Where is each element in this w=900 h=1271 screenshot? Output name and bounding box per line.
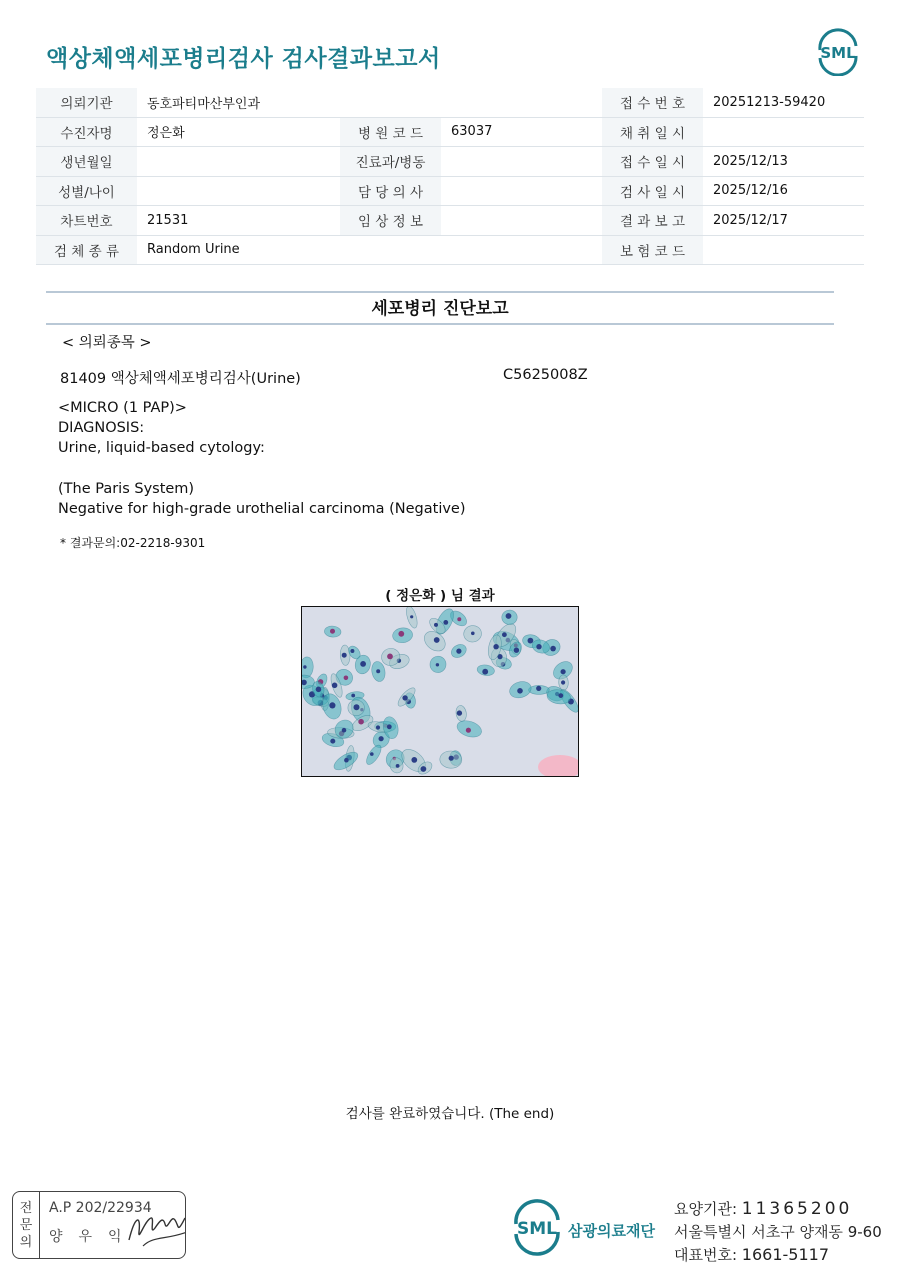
cell-nucleus — [561, 680, 565, 684]
test-code-name: 81409 액상체액세포병리검사(Urine) — [60, 371, 301, 387]
cell-nucleus — [536, 686, 541, 691]
cell-nucleus — [370, 752, 374, 756]
end-message: 검사를 완료하였습니다. (The end) — [345, 1106, 555, 1122]
cell-nucleus — [471, 632, 475, 636]
cell-nucleus — [434, 637, 440, 643]
info-value — [441, 176, 602, 206]
info-row — [36, 206, 864, 236]
cell-nucleus — [443, 620, 448, 625]
info-value: 2025/12/13 — [703, 147, 864, 177]
info-label: 담 당 의 사 — [340, 176, 441, 206]
cell-nucleus — [351, 694, 355, 698]
cell-nucleus — [456, 649, 461, 654]
info-label: 검 사 일 시 — [602, 176, 703, 206]
paris-system-line: (The Paris System) — [58, 481, 195, 497]
info-label: 진료과/병동 — [340, 147, 441, 177]
info-value: 63037 — [441, 117, 602, 147]
cell-nucleus — [332, 683, 338, 689]
stamp-side-char: 문 — [19, 1217, 33, 1233]
info-value: Random Urine — [137, 235, 340, 265]
info-label: 생년월일 — [36, 147, 137, 177]
section-bottom-line — [46, 323, 834, 325]
info-value — [441, 147, 602, 177]
cell-nucleus — [387, 654, 393, 660]
cell-nucleus — [421, 766, 427, 772]
cell-nucleus — [561, 669, 566, 674]
info-value — [703, 235, 864, 265]
info-value: 동호파티마산부인과 — [137, 88, 340, 117]
cell-nucleus — [350, 649, 354, 653]
cell-nucleus — [436, 663, 439, 666]
section-title: 세포병리 진단보고 — [371, 299, 509, 319]
insurance-code: C5625008Z — [503, 367, 588, 383]
cell-nucleus — [354, 704, 360, 710]
inquiry-phone: * 결과문의:02-2218-9301 — [60, 536, 206, 550]
info-value — [137, 147, 340, 177]
cell-nucleus — [330, 739, 335, 744]
facility-code — [674, 1198, 852, 1219]
cell-nucleus — [536, 644, 541, 649]
info-label: 임 상 정 보 — [340, 206, 441, 236]
patient-info-table — [36, 88, 864, 265]
cell-nucleus — [330, 629, 335, 634]
cell-nucleus — [342, 653, 347, 658]
info-label: 성별/나이 — [36, 176, 137, 206]
micro-line: <MICRO (1 PAP)> — [58, 400, 187, 416]
phone — [674, 1244, 829, 1265]
footer-logo-text: SML — [517, 1219, 557, 1239]
cell-nucleus — [434, 623, 438, 627]
org-name: 삼광의료재단 — [568, 1222, 655, 1240]
info-label: 접 수 일 시 — [602, 147, 703, 177]
info-row — [36, 235, 864, 265]
cell-nucleus — [342, 728, 347, 733]
facility-code-label: 요양기관: — [674, 1200, 738, 1218]
cytology-micrograph — [301, 606, 579, 777]
cell-nucleus — [493, 644, 498, 649]
pathologist-stamp — [12, 1191, 186, 1259]
info-row — [36, 88, 864, 117]
cell-nucleus — [482, 669, 488, 675]
info-value: 2025/12/17 — [703, 206, 864, 236]
signature-icon — [125, 1206, 186, 1250]
info-value — [703, 117, 864, 147]
info-value — [441, 88, 602, 117]
cell-nucleus — [550, 646, 556, 652]
cell-nucleus — [396, 764, 400, 768]
cell-nucleus — [387, 724, 392, 729]
cell-nucleus — [379, 736, 384, 741]
cell-nucleus — [398, 631, 404, 637]
stamp-side-char: 전 — [19, 1200, 33, 1216]
cell-nucleus — [376, 725, 380, 729]
cell-nucleus — [344, 758, 349, 763]
info-value: 21531 — [137, 206, 340, 236]
cell-nucleus — [558, 693, 563, 698]
info-value: 정은화 — [137, 117, 340, 147]
cell-nucleus — [466, 728, 471, 733]
cell-nucleus — [316, 687, 322, 693]
cell-nucleus — [528, 638, 534, 644]
info-label: 보 험 코 드 — [602, 235, 703, 265]
phone-label: 대표번호: — [674, 1246, 738, 1264]
cell-nucleus — [449, 756, 454, 761]
cell-nucleus — [517, 688, 523, 694]
report-title: 액상체액세포병리검사 검사결과보고서 — [46, 46, 441, 72]
info-value — [137, 176, 340, 206]
info-row — [36, 117, 864, 147]
cell-nucleus — [303, 665, 306, 668]
info-value — [441, 206, 602, 236]
image-caption: ( 정은화 ) 님 결과 — [385, 588, 495, 604]
section-top-line — [46, 291, 834, 293]
info-value: 20251213-59420 — [703, 88, 864, 117]
pathologist-name: 양우익 — [49, 1229, 138, 1245]
info-row — [36, 147, 864, 177]
diagnosis-result: Negative for high-grade urothelial carcinoma (Negative) — [58, 501, 466, 517]
info-label — [340, 88, 441, 117]
cell-nucleus — [514, 648, 519, 653]
phone-value: 1661-5117 — [741, 1245, 830, 1264]
address: 서울특별시 서초구 양재동 9-60 — [674, 1223, 882, 1241]
logo-text: SML — [820, 44, 856, 62]
cell-nucleus — [410, 615, 413, 618]
info-value — [441, 235, 602, 265]
info-label: 차트번호 — [36, 206, 137, 236]
sml-footer-logo-icon — [508, 1198, 566, 1256]
cell-nucleus — [502, 632, 507, 637]
info-label: 수진자명 — [36, 117, 137, 147]
cell-nucleus — [506, 613, 512, 619]
info-label: 병 원 코 드 — [340, 117, 441, 147]
cell-nucleus — [301, 680, 307, 686]
info-label — [340, 235, 441, 265]
specimen-line: Urine, liquid-based cytology: — [58, 440, 265, 456]
info-label: 접 수 번 호 — [602, 88, 703, 117]
info-label: 채 취 일 시 — [602, 117, 703, 147]
cell-nucleus — [457, 710, 462, 715]
info-row — [36, 176, 864, 206]
request-heading: < 의뢰종목 > — [62, 335, 152, 351]
info-label: 의뢰기관 — [36, 88, 137, 117]
cell-nucleus — [402, 695, 407, 700]
cell-nucleus — [358, 719, 364, 725]
cell-nucleus — [360, 661, 366, 667]
cell-nucleus — [457, 617, 461, 621]
cell-nucleus — [329, 702, 335, 708]
info-value: 2025/12/16 — [703, 176, 864, 206]
cell-nucleus — [376, 669, 380, 673]
info-label: 검 체 종 류 — [36, 235, 137, 265]
license-number: A.P 202/22934 — [49, 1200, 152, 1216]
diagnosis-label: DIAGNOSIS: — [58, 420, 145, 436]
facility-code-value: 11365200 — [741, 1199, 853, 1219]
stamp-side-char: 의 — [19, 1234, 33, 1250]
stamp-side-label — [13, 1192, 40, 1258]
cell-nucleus — [411, 757, 417, 763]
info-label: 결 과 보 고 — [602, 206, 703, 236]
sml-logo-icon — [812, 28, 864, 76]
cell-nucleus — [344, 676, 349, 681]
